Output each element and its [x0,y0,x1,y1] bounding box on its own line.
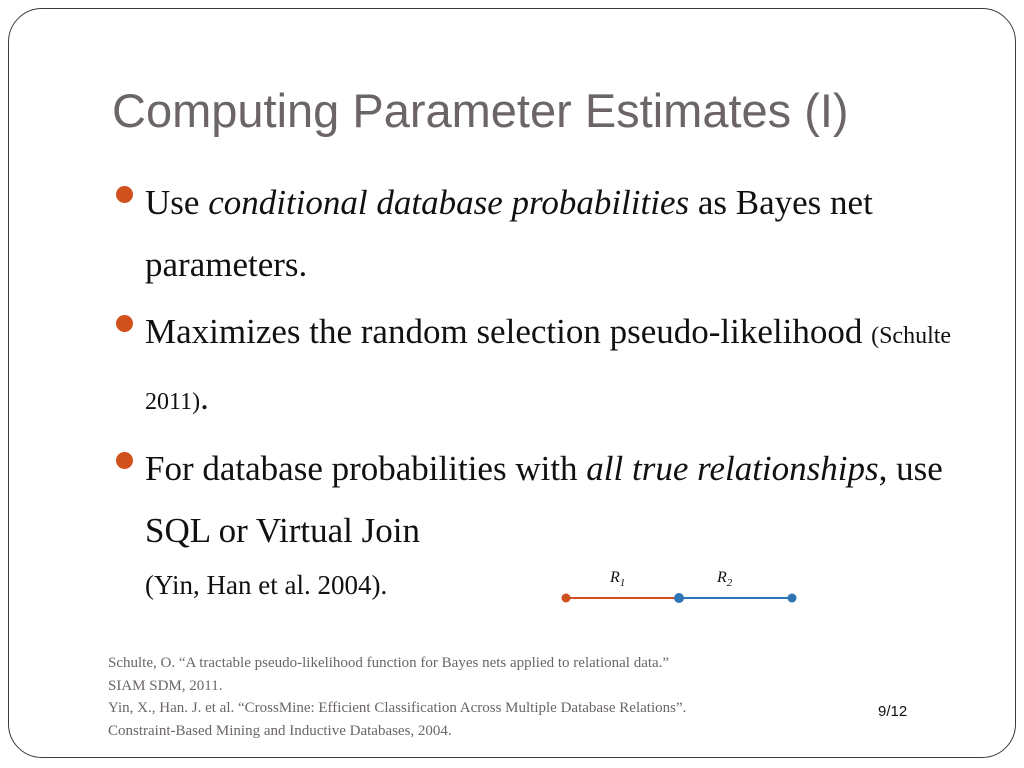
references [108,652,828,742]
r1-label: $R_1$ [610,569,626,589]
reference-line: Constraint-Based Mining and Inductive Databases, 2004. [108,722,452,739]
bullet-3-emphasis: all true relationships [586,449,879,488]
slide-title: Computing Parameter Estimates (I) [112,84,849,137]
r2-label: $R_2$ [717,569,733,589]
bullet-1-emphasis: conditional database probabilities [208,183,690,222]
bullet-3-citation: (Yin, Han et al. 2004). [145,570,388,600]
bullet-item-1 [116,172,956,296]
bullet-1-text: Use [145,183,209,222]
relationship-chain-diagram [556,563,806,611]
bullet-2-text: Maximizes the random selection pseudo-likelihood [145,312,872,351]
bullet-1-text-end: as Bayes net parameters. [145,183,873,284]
node-end [788,594,797,603]
bullet-2-text-end: . [200,378,209,417]
node-start [562,594,571,603]
bullet-2-citation: (Schulte 2011) [145,323,952,415]
bullet-dot-icon [116,186,133,203]
bullet-dot-icon [116,315,133,332]
bullet-item-2 [116,301,956,433]
bullet-item-3 [116,438,956,608]
bullet-dot-icon [116,452,133,469]
node-middle [674,593,684,603]
reference-line: Schulte, O. “A tractable pseudo-likelihood function for Bayes nets applied to relational data.” [108,655,670,671]
bullet-3-text-2: , use SQL or Virtual Join [145,449,943,550]
page-number: 9/12 [878,703,908,720]
reference-line: Yin, X., Han. J. et al. “CrossMine: Efficient Classification Across Multiple Database Relations”. [108,700,687,716]
bullet-3-text: For database probabilities with [145,449,587,488]
bullet-list [116,172,956,608]
reference-line: SIAM SDM, 2011. [108,677,223,694]
